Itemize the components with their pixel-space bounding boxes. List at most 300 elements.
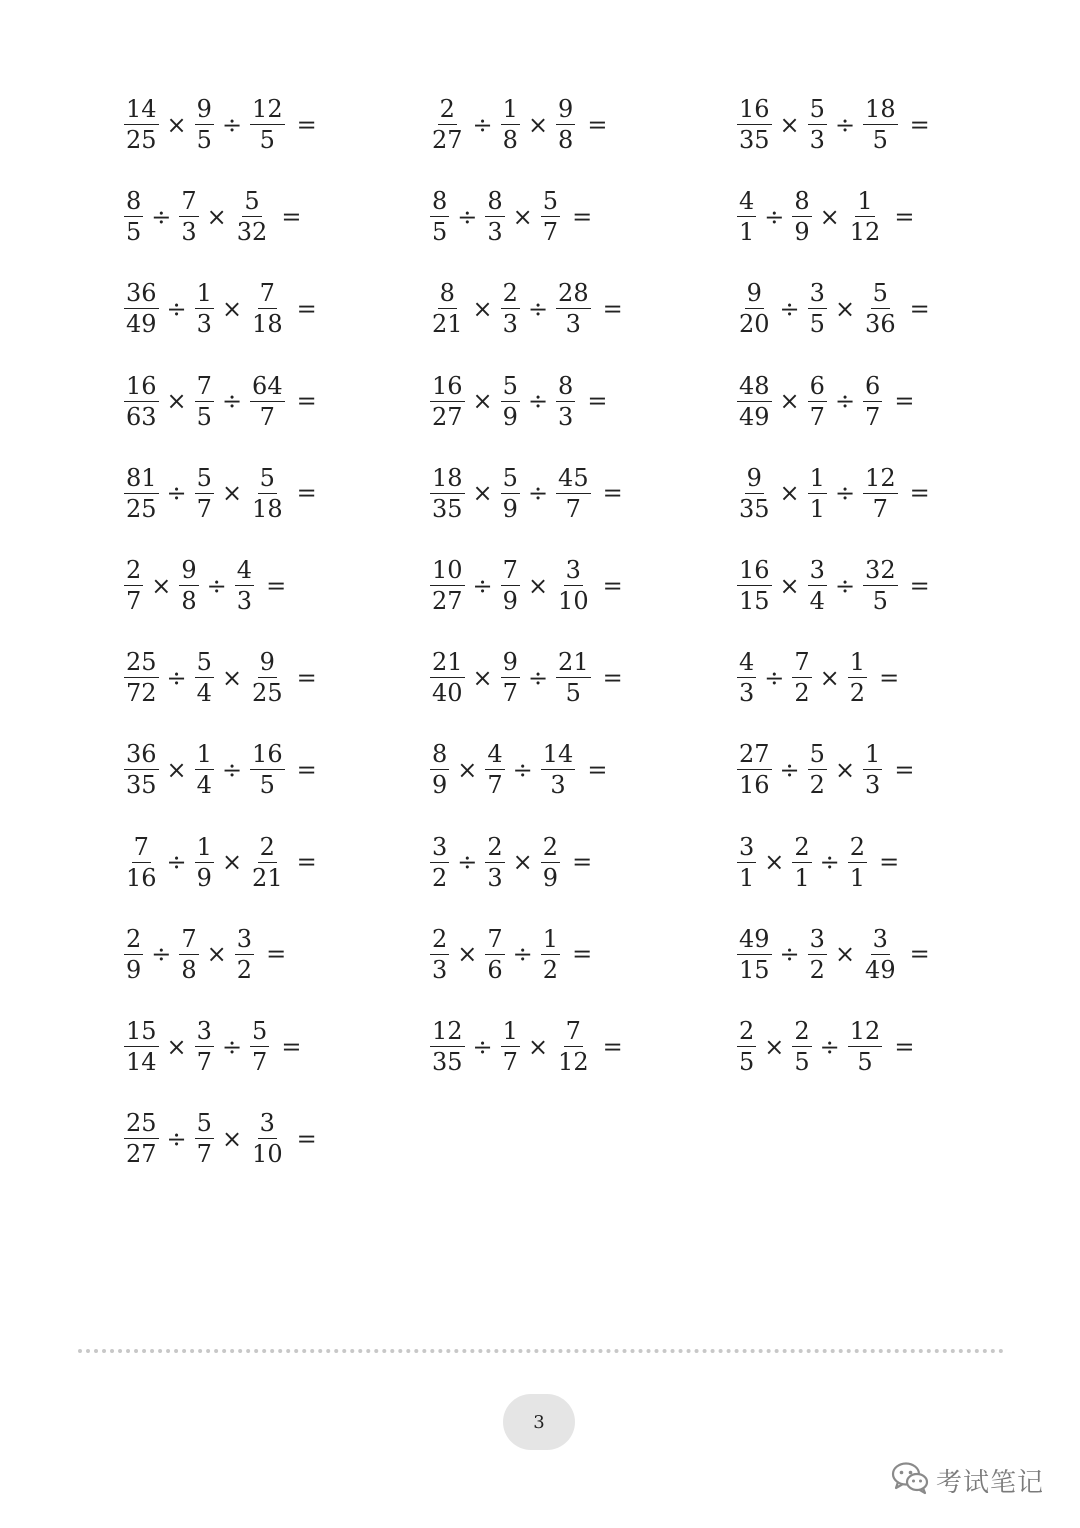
- numerator: 6: [865, 371, 881, 400]
- equals-sign: =: [572, 940, 593, 969]
- wechat-icon: [890, 1460, 930, 1500]
- denominator: 25: [126, 494, 157, 523]
- fraction: [737, 278, 772, 339]
- equals-sign: =: [602, 479, 623, 508]
- fraction: [737, 832, 756, 893]
- denominator: 9: [502, 494, 518, 523]
- denominator: 3: [550, 771, 566, 800]
- divide-sign: ÷: [527, 663, 549, 692]
- numerator: 2: [739, 1017, 755, 1045]
- numerator: 36: [126, 740, 157, 769]
- fraction: [556, 94, 575, 155]
- denominator: 5: [739, 1048, 755, 1076]
- problem-item: [122, 1016, 301, 1077]
- multiply-sign: ×: [166, 387, 187, 416]
- numerator: 25: [126, 1109, 157, 1138]
- denominator: 25: [126, 126, 157, 154]
- problem-item: [122, 278, 317, 339]
- equals-sign: =: [296, 1124, 317, 1153]
- numerator: 1: [542, 924, 559, 953]
- divide-sign: ÷: [166, 294, 187, 323]
- divide-sign: ÷: [819, 1032, 840, 1061]
- numerator: 21: [558, 648, 589, 677]
- problem-item: [428, 1016, 623, 1077]
- fraction: [195, 371, 214, 432]
- denominator: 5: [196, 402, 212, 431]
- fraction: [863, 739, 882, 800]
- denominator: 5: [259, 126, 275, 154]
- numerator: 5: [196, 1109, 212, 1138]
- numerator: 5: [502, 371, 518, 400]
- numerator: 12: [432, 1017, 463, 1045]
- problem-item: [122, 647, 317, 708]
- divide-sign: ÷: [527, 294, 549, 323]
- fraction: [556, 371, 575, 432]
- fraction: [250, 832, 285, 893]
- divide-sign: ÷: [472, 110, 493, 139]
- numerator: 1: [809, 463, 825, 492]
- denominator: 7: [542, 218, 559, 247]
- denominator: 3: [502, 310, 518, 339]
- fraction: [235, 186, 270, 247]
- divide-sign: ÷: [166, 848, 187, 877]
- fraction: [501, 647, 520, 708]
- multiply-sign: ×: [512, 202, 533, 231]
- numerator: 5: [244, 187, 260, 216]
- fraction: [430, 94, 465, 155]
- numerator: 5: [809, 740, 825, 769]
- numerator: 6: [809, 371, 825, 400]
- fraction: [541, 832, 560, 893]
- equals-sign: =: [894, 202, 915, 231]
- numerator: 2: [849, 832, 866, 861]
- numerator: 12: [865, 463, 896, 492]
- problem-item: [428, 94, 607, 155]
- problem-item: [428, 278, 623, 339]
- denominator: 3: [739, 679, 755, 708]
- denominator: 63: [126, 402, 157, 431]
- denominator: 7: [502, 1048, 518, 1076]
- denominator: 1: [849, 863, 866, 892]
- denominator: 35: [432, 1048, 463, 1076]
- numerator: 5: [872, 279, 888, 308]
- denominator: 2: [809, 771, 825, 800]
- numerator: 7: [794, 648, 810, 677]
- fraction: [863, 924, 898, 985]
- numerator: 2: [502, 279, 518, 308]
- fraction: [430, 739, 449, 800]
- numerator: 49: [739, 924, 770, 953]
- denominator: 9: [502, 587, 518, 615]
- fraction: [848, 186, 883, 247]
- fraction: [848, 832, 867, 893]
- equals-sign: =: [879, 848, 900, 877]
- numerator: 4: [739, 648, 755, 677]
- problem-item: [122, 186, 301, 247]
- fraction: [792, 1016, 811, 1077]
- equals-sign: =: [894, 755, 915, 784]
- denominator: 2: [236, 955, 253, 984]
- problem-item: [428, 832, 592, 893]
- divide-sign: ÷: [527, 387, 549, 416]
- problem-item: [122, 555, 286, 616]
- denominator: 9: [542, 863, 559, 892]
- fraction: [808, 278, 827, 339]
- denominator: 7: [865, 402, 881, 431]
- numerator: 4: [487, 740, 503, 769]
- divide-sign: ÷: [206, 571, 227, 600]
- fraction: [556, 278, 591, 339]
- divide-sign: ÷: [472, 571, 493, 600]
- numerator: 9: [746, 463, 762, 492]
- fraction: [179, 555, 198, 616]
- numerator: 1: [196, 832, 212, 861]
- equals-sign: =: [266, 571, 287, 600]
- numerator: 9: [259, 648, 275, 677]
- fraction: [737, 739, 772, 800]
- numerator: 3: [196, 1017, 212, 1045]
- divide-sign: ÷: [457, 848, 478, 877]
- denominator: 10: [252, 1140, 283, 1169]
- denominator: 12: [558, 1048, 589, 1076]
- equals-sign: =: [587, 387, 608, 416]
- numerator: 8: [558, 371, 574, 400]
- denominator: 3: [565, 310, 581, 339]
- denominator: 36: [865, 310, 896, 339]
- problem-item: [428, 647, 623, 708]
- fraction: [430, 924, 449, 985]
- multiply-sign: ×: [512, 848, 533, 877]
- equals-sign: =: [894, 387, 915, 416]
- numerator: 5: [196, 648, 212, 677]
- numerator: 18: [865, 95, 896, 123]
- denominator: 2: [794, 679, 810, 708]
- multiply-sign: ×: [819, 202, 840, 231]
- equals-sign: =: [909, 110, 930, 139]
- denominator: 27: [126, 1140, 157, 1169]
- numerator: 2: [259, 832, 275, 861]
- numerator: 1: [196, 279, 212, 308]
- equals-sign: =: [587, 755, 608, 784]
- problem-item: [428, 924, 592, 985]
- numerator: 12: [252, 95, 283, 123]
- numerator: 2: [432, 924, 448, 953]
- denominator: 15: [739, 955, 770, 984]
- problem-item: [735, 1016, 914, 1077]
- denominator: 7: [259, 402, 275, 431]
- numerator: 7: [259, 279, 275, 308]
- numerator: 7: [565, 1017, 581, 1045]
- numerator: 16: [739, 556, 770, 584]
- denominator: 7: [502, 679, 518, 708]
- multiply-sign: ×: [779, 479, 800, 508]
- numerator: 1: [857, 187, 873, 216]
- problem-item: [122, 832, 317, 893]
- equals-sign: =: [909, 294, 930, 323]
- equals-sign: =: [602, 294, 623, 323]
- fraction: [179, 924, 198, 985]
- denominator: 7: [872, 494, 888, 523]
- denominator: 9: [432, 771, 448, 800]
- numerator: 1: [849, 648, 866, 677]
- multiply-sign: ×: [206, 202, 227, 231]
- divide-sign: ÷: [166, 1124, 187, 1153]
- multiply-sign: ×: [779, 110, 800, 139]
- fraction: [501, 278, 520, 339]
- problem-item: [735, 371, 914, 432]
- denominator: 5: [794, 1048, 810, 1076]
- denominator: 1: [794, 863, 810, 892]
- denominator: 20: [739, 310, 770, 339]
- divide-sign: ÷: [166, 663, 187, 692]
- denominator: 35: [126, 771, 157, 800]
- equals-sign: =: [281, 202, 302, 231]
- numerator: 25: [126, 648, 157, 677]
- equals-sign: =: [281, 1032, 302, 1061]
- watermark-text: 考试笔记: [936, 1467, 1045, 1498]
- fraction: [430, 463, 465, 524]
- numerator: 7: [196, 371, 212, 400]
- denominator: 49: [126, 310, 157, 339]
- fraction: [124, 1016, 159, 1077]
- denominator: 72: [126, 679, 157, 708]
- fraction: [501, 555, 520, 616]
- numerator: 1: [865, 740, 881, 769]
- denominator: 1: [739, 863, 755, 892]
- divide-sign: ÷: [834, 479, 856, 508]
- denominator: 16: [739, 771, 770, 800]
- fraction: [250, 371, 285, 432]
- multiply-sign: ×: [166, 755, 187, 784]
- denominator: 5: [259, 771, 275, 800]
- numerator: 2: [487, 832, 503, 861]
- denominator: 7: [565, 494, 581, 523]
- fraction: [430, 278, 465, 339]
- fraction: [124, 94, 159, 155]
- fraction: [124, 463, 159, 524]
- fraction: [485, 832, 504, 893]
- multiply-sign: ×: [779, 387, 800, 416]
- fraction: [541, 739, 576, 800]
- fraction: [250, 1108, 285, 1169]
- divide-sign: ÷: [779, 294, 800, 323]
- multiply-sign: ×: [819, 663, 840, 692]
- fraction: [501, 463, 520, 524]
- equals-sign: =: [296, 387, 317, 416]
- fraction: [501, 1016, 520, 1077]
- numerator: 1: [196, 740, 212, 769]
- denominator: 5: [872, 587, 888, 615]
- divide-sign: ÷: [166, 479, 187, 508]
- denominator: 7: [196, 1140, 212, 1169]
- fraction: [792, 832, 811, 893]
- denominator: 25: [252, 679, 283, 708]
- numerator: 3: [565, 556, 581, 584]
- numerator: 8: [432, 740, 448, 769]
- numerator: 9: [181, 556, 197, 584]
- denominator: 9: [794, 218, 810, 247]
- fraction: [250, 1016, 269, 1077]
- problem-item: [735, 278, 930, 339]
- numerator: 5: [259, 463, 275, 492]
- denominator: 1: [809, 494, 825, 523]
- denominator: 32: [236, 218, 268, 247]
- fraction: [195, 94, 214, 155]
- fraction: [808, 371, 827, 432]
- numerator: 8: [439, 279, 455, 308]
- fraction: [792, 186, 811, 247]
- fraction: [737, 371, 772, 432]
- equals-sign: =: [266, 940, 287, 969]
- page-number: 3: [533, 1411, 545, 1433]
- equals-sign: =: [909, 940, 930, 969]
- fraction: [124, 371, 159, 432]
- fraction: [848, 647, 867, 708]
- denominator: 8: [502, 126, 518, 154]
- fraction: [808, 924, 827, 985]
- fraction: [124, 278, 159, 339]
- divide-sign: ÷: [764, 202, 785, 231]
- fraction: [124, 832, 159, 893]
- problem-item: [735, 832, 899, 893]
- numerator: 5: [542, 187, 559, 216]
- fraction: [556, 463, 591, 524]
- fraction: [124, 186, 143, 247]
- denominator: 27: [432, 587, 463, 615]
- denominator: 1: [739, 218, 755, 247]
- numerator: 7: [502, 556, 518, 584]
- multiply-sign: ×: [151, 571, 172, 600]
- multiply-sign: ×: [527, 1032, 549, 1061]
- denominator: 2: [809, 955, 825, 984]
- equals-sign: =: [572, 848, 593, 877]
- denominator: 3: [196, 310, 212, 339]
- divide-sign: ÷: [512, 755, 533, 784]
- equals-sign: =: [296, 110, 317, 139]
- multiply-sign: ×: [834, 294, 856, 323]
- watermark: [890, 1458, 1044, 1502]
- numerator: 8: [126, 187, 142, 216]
- fraction: [195, 739, 214, 800]
- problem-item: [428, 555, 623, 616]
- denominator: 5: [872, 126, 888, 154]
- divide-sign: ÷: [819, 848, 840, 877]
- fraction: [430, 555, 465, 616]
- numerator: 5: [809, 95, 825, 123]
- problem-item: [735, 186, 914, 247]
- problem-item: [735, 555, 930, 616]
- equals-sign: =: [296, 663, 317, 692]
- fraction: [863, 463, 898, 524]
- divide-sign: ÷: [221, 110, 243, 139]
- denominator: 9: [502, 402, 518, 431]
- denominator: 21: [252, 863, 283, 892]
- multiply-sign: ×: [221, 479, 243, 508]
- denominator: 7: [196, 1048, 212, 1076]
- denominator: 3: [865, 771, 881, 800]
- denominator: 5: [809, 310, 825, 339]
- divide-sign: ÷: [834, 571, 856, 600]
- fraction: [430, 1016, 465, 1077]
- numerator: 2: [794, 1017, 810, 1045]
- denominator: 3: [809, 126, 825, 154]
- fraction: [737, 647, 756, 708]
- denominator: 4: [196, 771, 212, 800]
- numerator: 9: [502, 648, 518, 677]
- multiply-sign: ×: [779, 571, 800, 600]
- numerator: 9: [196, 95, 212, 123]
- numerator: 3: [809, 924, 825, 953]
- divide-sign: ÷: [457, 202, 478, 231]
- problem-item: [428, 739, 607, 800]
- numerator: 32: [865, 556, 896, 584]
- multiply-sign: ×: [221, 294, 243, 323]
- numerator: 8: [432, 187, 448, 216]
- numerator: 21: [432, 648, 463, 677]
- denominator: 8: [558, 126, 574, 154]
- equals-sign: =: [602, 571, 623, 600]
- numerator: 3: [236, 924, 253, 953]
- fraction: [430, 186, 449, 247]
- problem-item: [122, 463, 317, 524]
- denominator: 12: [849, 218, 881, 247]
- divide-sign: ÷: [779, 755, 800, 784]
- multiply-sign: ×: [221, 1124, 243, 1153]
- divide-sign: ÷: [764, 663, 785, 692]
- denominator: 49: [865, 955, 896, 984]
- denominator: 6: [487, 955, 503, 984]
- numerator: 16: [126, 371, 157, 400]
- denominator: 10: [558, 587, 589, 615]
- page-number-badge: [503, 1394, 575, 1450]
- numerator: 8: [794, 187, 810, 216]
- fraction: [737, 555, 772, 616]
- multiply-sign: ×: [206, 940, 227, 969]
- divide-sign: ÷: [834, 387, 856, 416]
- fraction: [195, 647, 214, 708]
- denominator: 7: [126, 587, 142, 615]
- numerator: 1: [502, 95, 518, 123]
- denominator: 49: [739, 402, 770, 431]
- numerator: 3: [739, 832, 755, 861]
- fraction: [808, 555, 827, 616]
- problem-item: [122, 94, 317, 155]
- fraction: [556, 647, 591, 708]
- fraction: [501, 371, 520, 432]
- fraction: [808, 463, 827, 524]
- numerator: 15: [126, 1017, 157, 1045]
- fraction: [124, 555, 143, 616]
- problem-item: [428, 186, 592, 247]
- multiply-sign: ×: [527, 571, 549, 600]
- divide-sign: ÷: [221, 755, 243, 784]
- problem-item: [122, 739, 317, 800]
- denominator: 4: [196, 679, 212, 708]
- numerator: 5: [252, 1017, 268, 1045]
- denominator: 3: [236, 587, 253, 615]
- denominator: 5: [432, 218, 448, 247]
- fraction: [124, 1108, 159, 1169]
- numerator: 2: [542, 832, 559, 861]
- problem-item: [735, 647, 899, 708]
- numerator: 9: [746, 279, 762, 308]
- denominator: 35: [432, 494, 463, 523]
- fraction: [235, 555, 254, 616]
- multiply-sign: ×: [472, 479, 493, 508]
- fraction: [863, 371, 882, 432]
- multiply-sign: ×: [221, 663, 243, 692]
- denominator: 18: [252, 310, 283, 339]
